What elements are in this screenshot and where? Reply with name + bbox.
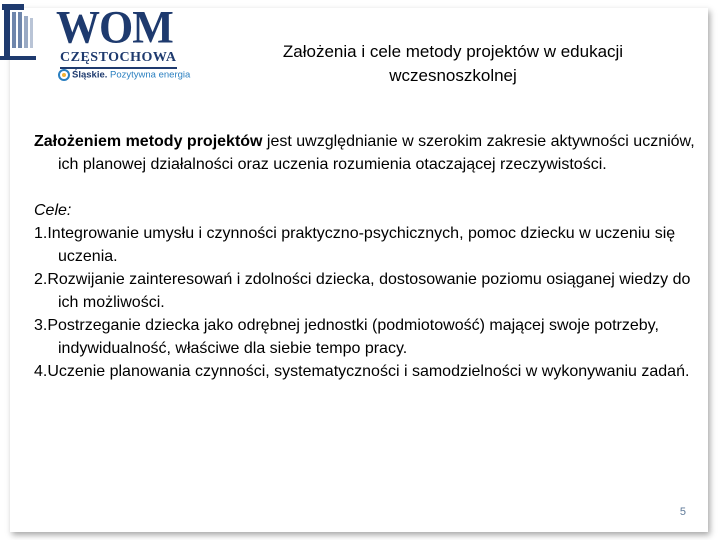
goal-item: 2.Rozwijanie zainteresowań i zdolności dziecka, dostosowanie poziomu osiąganej wiedzy do ich możliwości.	[34, 271, 691, 311]
goal-item: 1.Integrowanie umysłu i czynności praktyczno-psychicznych, pomoc dziecku w uczeniu się uczenia.	[34, 225, 676, 265]
slaskie-tagline: Pozytywna energia	[110, 69, 191, 81]
page-number: 5	[679, 506, 686, 518]
logo-wordmark: WOM	[56, 1, 173, 54]
slide-content	[34, 130, 698, 383]
goal-item: 3.Postrzeganie dziecka jako odrębnej jednostki (podmiotowość) mającej swoje potrzeby, indywidualność, właściwe dla siebie tempo pracy.	[34, 317, 659, 357]
slaskie-brand	[58, 69, 190, 81]
goal-item: 4.Uczenie planowania czynności, systematyczności i samodzielności w wykonywaniu zadań.	[34, 363, 690, 380]
intro-bold: Założeniem metody projektów	[34, 133, 263, 150]
intro-text: jest uwzględnianie w szerokim zakresie aktywności uczniów, ich planowej działalności oraz uczenia rozumienia otaczającej rzeczywistości.	[58, 133, 695, 173]
slaskie-swirl-icon	[58, 69, 70, 81]
logo-city: CZĘSTOCHOWA	[60, 50, 177, 69]
slaskie-name: Śląskie.	[72, 69, 108, 81]
intro-paragraph	[34, 130, 698, 176]
wom-logo	[0, 2, 190, 88]
goals-heading: Cele:	[34, 202, 72, 219]
slide-title: Założenia i cele metody projektów w edukacji wczesnoszkolnej	[282, 42, 624, 85]
building-mark-icon	[0, 2, 54, 66]
